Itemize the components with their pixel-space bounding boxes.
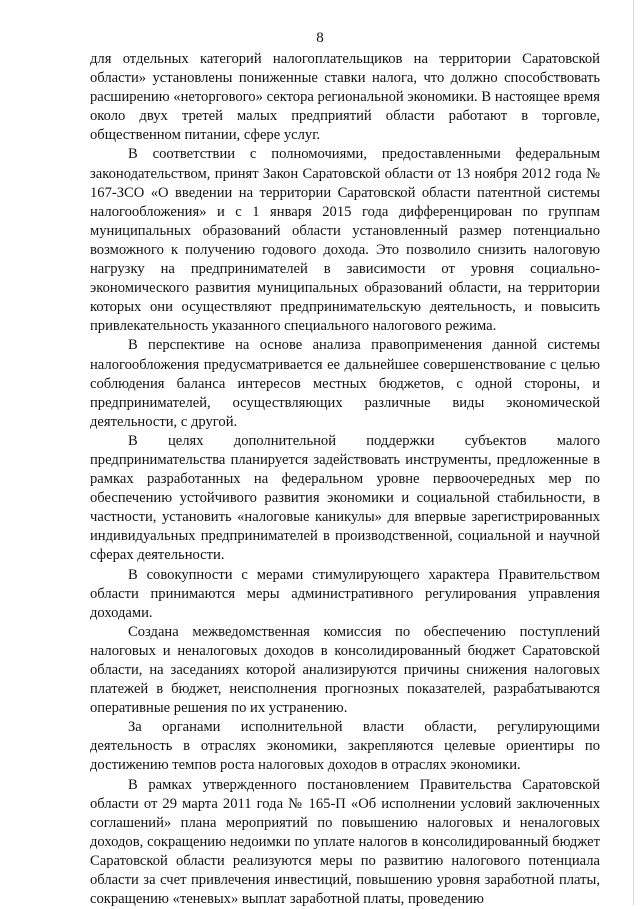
paragraph-patent-law: В соответствии с полномочиями, предоставленными федеральным законодательством, принят Закон Саратовской области от 13 ноября 2012 года № 167-ЗСО «О введении на территории Саратовской области патентной системы налогообложения» и с 1 января 2015 года дифференцирован по группам муниципальных образований области установленный размер потенциально возможного к получению годового дохода. Это позволило снизить налоговую нагрузку на предпринимателей в зависимости от уровня социально-экономического развития муниципальных образований области, на территории которых они осуществляют предпринимательскую деятельность, и повысить привлекательность указанного специального налогового режима.	[90, 146, 600, 335]
paragraph-target-benchmarks: За органами исполнительной власти области, регулирующими деятельность в отраслях экономики, закрепляются целевые ориентиры по достижению темпов роста налоговых доходов в отраслях экономики.	[90, 719, 600, 774]
paragraph-tax-rates: для отдельных категорий налогоплательщиков на территории Саратовской области» установлены пониженные ставки налога, что должно способствовать расширению «неторгового» сектора региональной экономики. В настоящее время около двух третей малых предприятий области работают в торговле, общественном питании, сфере услуг.	[90, 51, 600, 144]
paragraph-commission: Создана межведомственная комиссия по обеспечению поступлений налоговых и неналоговых доходов в консолидированный бюджет Саратовской области, на заседаниях которой анализируются причины снижения налоговых платежей в бюджет, неисполнения прогнозных показателей, разрабатываются оперативные решения по их устранению.	[90, 623, 600, 717]
paragraph-perspective: В перспективе на основе анализа правоприменения данной системы налогообложения предусматривается ее дальнейшее совершенствование с целью соблюдения баланса интересов местных бюджетов, с одной стороны, и предпринимателей, осуществляющих различные виды экономической деятельности, с другой.	[90, 337, 600, 430]
paragraph-tax-holidays: В целях дополнительной поддержки субъектов малого предпринимательства планируется задействовать инструменты, предложенные в рамках разработанных на федеральном уровне первоочередных мер по обеспечению устойчивого развития экономики и социальной стабильности, в частности, установить «налоговые каникулы» для впервые зарегистрированных индивидуальных предпринимателей в производственной, социальной и научной сферах деятельности.	[90, 432, 600, 564]
page-number: 8	[316, 30, 324, 46]
body-text	[90, 50, 600, 909]
scan-edge-divider	[633, 0, 634, 905]
paragraph-administrative-measures: В совокупности с мерами стимулирующего характера Правительством области принимаются меры административного регулирования управления доходами.	[90, 566, 600, 621]
paragraph-action-plan: В рамках утвержденного постановлением Правительства Саратовской области от 29 марта 2011 года № 165-П «Об исполнении условий заключенных соглашений» плана мероприятий по повышению налоговых и неналоговых доходов, сокращению недоимки по уплате налогов в консолидированный бюджет Саратовской области реализуются меры по развитию налогового потенциала области за счет привлечения инвестиций, повышению уровня заработной платы, сокращению «теневых» выплат заработной платы, проведению	[90, 776, 600, 908]
